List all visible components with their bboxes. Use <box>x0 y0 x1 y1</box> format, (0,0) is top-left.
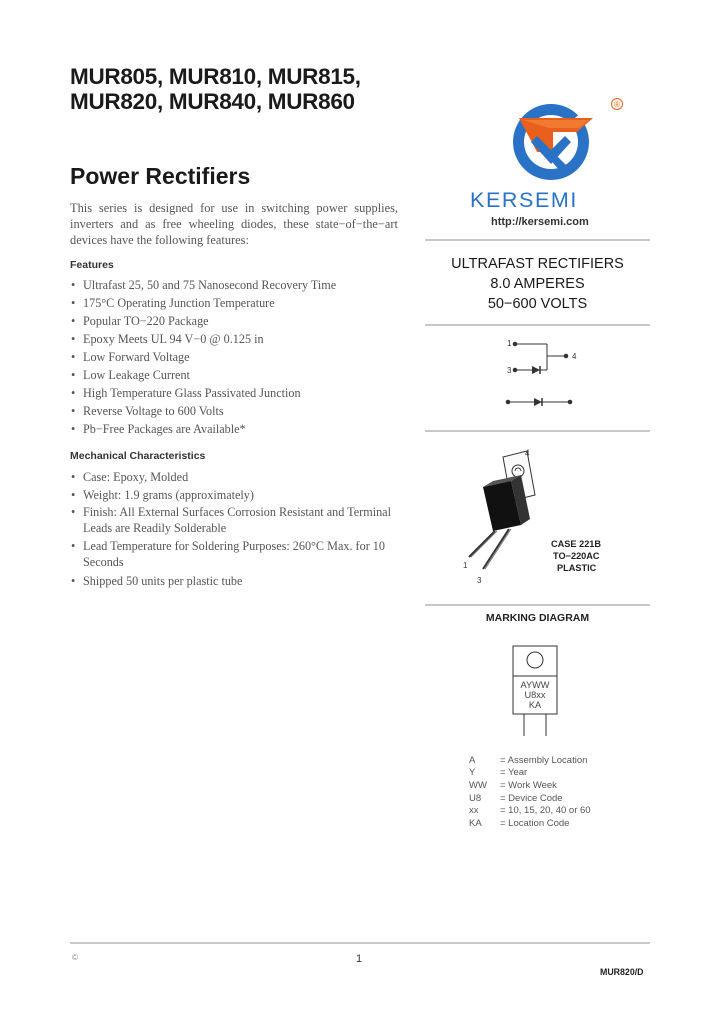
schematic-diagram <box>490 332 590 412</box>
list-item: • Epoxy Meets UL 94 V−0 @ 0.125 in <box>71 332 264 346</box>
features-list <box>70 276 400 438</box>
pin-label: 3 <box>507 366 512 375</box>
divider <box>425 324 650 326</box>
list-item: • Finish: All External Surfaces Corrosion Resistant and Terminal Leads are Readily Solderable <box>71 505 391 535</box>
list-item: • 175°C Operating Junction Temperature <box>71 296 275 310</box>
legend-value: = Year <box>500 767 528 778</box>
divider <box>425 604 650 606</box>
pin-label: 3 <box>477 576 482 585</box>
website-link[interactable]: http://kersemi.com <box>491 216 589 228</box>
mechanical-list <box>70 468 400 590</box>
legend-value: = 10, 15, 20, 40 or 60 <box>500 805 591 816</box>
intro-paragraph: This series is designed for use in switching power supplies, inverters and as free wheeling diodes, these state−of−the−art devices have the following features: <box>70 201 398 247</box>
legend-value: = Location Code <box>500 818 570 829</box>
case-material: PLASTIC <box>557 563 597 573</box>
legend-key: U8 <box>469 793 482 804</box>
legend-key: Y <box>469 767 476 778</box>
legend-key: A <box>469 755 476 766</box>
pin-label: 4 <box>572 352 577 361</box>
to220-package-drawing <box>455 445 555 595</box>
page-number: 1 <box>356 953 363 965</box>
list-item: • Lead Temperature for Soldering Purposes: 260°C Max. for 10 Seconds <box>71 539 385 569</box>
title-line-1: MUR805, MUR810, MUR815, <box>70 64 361 89</box>
legend-key: xx <box>469 805 479 816</box>
document-number: MUR820/D <box>600 967 644 977</box>
spec-voltage: 50−600 VOLTS <box>487 296 588 312</box>
list-item: • Low Leakage Current <box>71 368 190 382</box>
divider <box>425 430 650 432</box>
title-line-2: MUR820, MUR840, MUR860 <box>70 89 355 114</box>
legend-value: = Assembly Location <box>500 755 588 766</box>
footer-divider <box>70 942 650 944</box>
copyright-mark: © <box>72 953 78 962</box>
list-item: • Low Forward Voltage <box>71 350 190 364</box>
registered-mark: ® <box>614 100 620 109</box>
case-number: CASE 221B <box>551 539 602 549</box>
features-heading: Features <box>70 259 114 271</box>
spec-current: 8.0 AMPERES <box>490 276 585 292</box>
legend-key: KA <box>469 818 482 829</box>
list-item: • Popular TO−220 Package <box>71 314 209 328</box>
divider <box>425 239 650 241</box>
legend-value: = Work Week <box>500 780 557 791</box>
list-item: • Weight: 1.9 grams (approximately) <box>71 488 254 502</box>
list-item: • Pb−Free Packages are Available* <box>71 422 246 436</box>
list-item: • Shipped 50 units per plastic tube <box>71 574 243 588</box>
legend-key: WW <box>469 780 487 791</box>
marking-line-2: U8xx <box>524 690 546 700</box>
marking-line-1: AYWW <box>520 680 550 690</box>
pin-label: 4 <box>525 449 530 458</box>
pin-label: 1 <box>463 561 468 570</box>
kersemi-logo-icon <box>493 92 628 188</box>
legend-value: = Device Code <box>500 793 563 804</box>
list-item: • Reverse Voltage to 600 Volts <box>71 404 224 418</box>
brand-name: KERSEMI <box>470 188 578 212</box>
page-subtitle: Power Rectifiers <box>70 163 251 189</box>
marking-line-3: KA <box>528 700 542 710</box>
case-type: TO−220AC <box>553 551 600 561</box>
mechanical-heading: Mechanical Characteristics <box>70 450 206 462</box>
list-item: • Ultrafast 25, 50 and 75 Nanosecond Recovery Time <box>71 278 337 292</box>
list-item: • High Temperature Glass Passivated Junction <box>71 386 301 400</box>
marking-diagram-heading: MARKING DIAGRAM <box>485 612 590 624</box>
spec-type: ULTRAFAST RECTIFIERS <box>451 256 624 272</box>
list-item: • Case: Epoxy, Molded <box>71 470 189 484</box>
pin-label: 1 <box>507 339 512 348</box>
